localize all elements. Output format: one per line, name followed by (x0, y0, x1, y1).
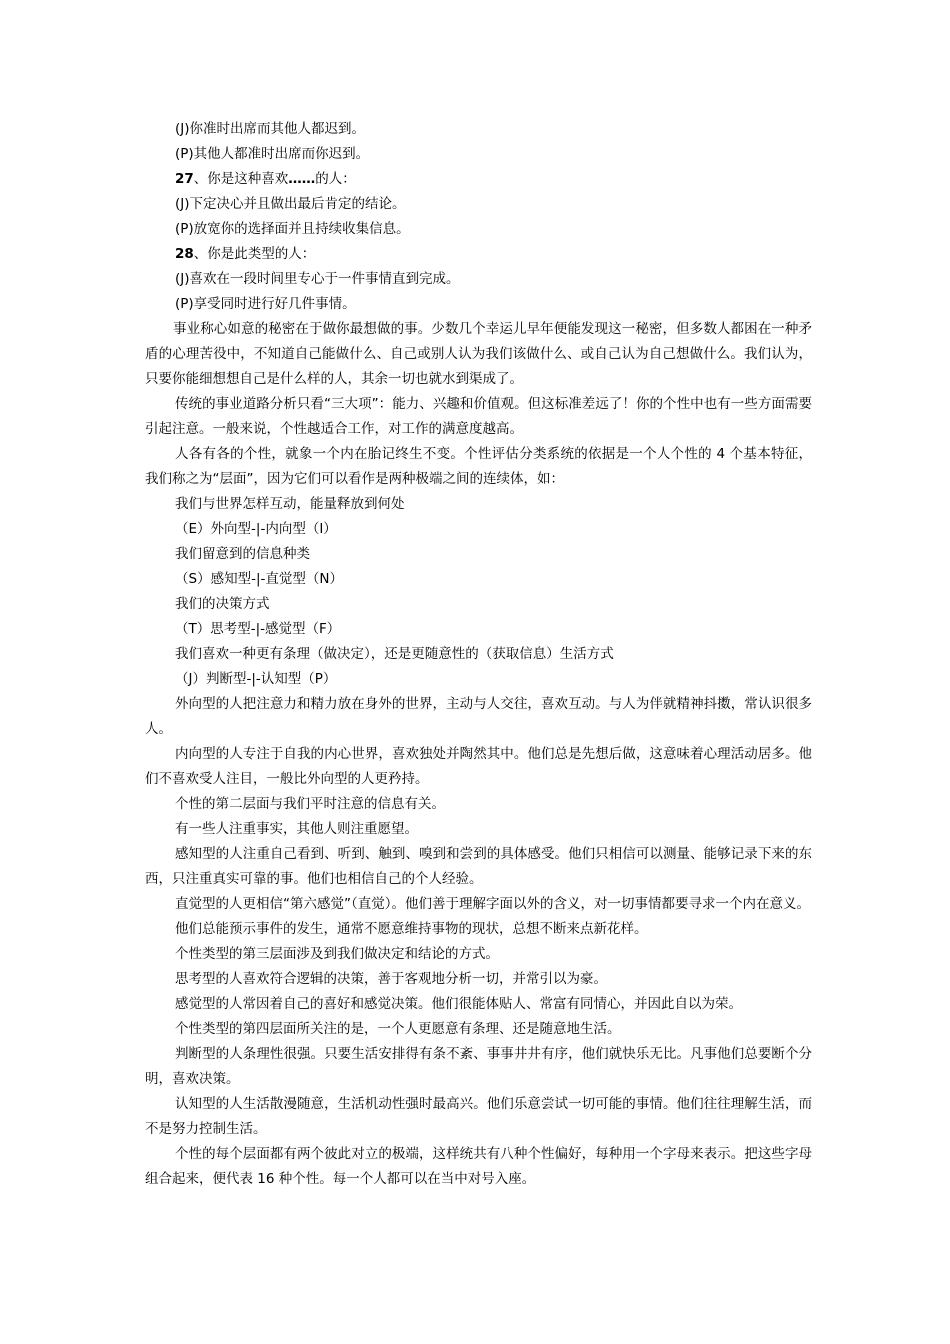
paragraph (145, 1042, 812, 1092)
paragraph (145, 292, 812, 317)
text-segment: 人各有各的个性，就象一个内在胎记终生不变。个性评估分类系统的依据是一个人个性的 4 个基本特征，我们称之为“层面”，因为它们可以看作是两种极端之间的连续体，如： (145, 446, 812, 487)
paragraph (145, 517, 812, 542)
text-segment: 28 (175, 246, 194, 262)
text-segment: 认知型的人生活散漫随意，生活机动性强时最高兴。他们乐意尝试一切可能的事情。他们往往理解生活，而不是努力控制生活。 (145, 1096, 812, 1137)
text-segment: 内向型的人专注于自我的内心世界，喜欢独处并陶然其中。他们总是先想后做，这意味着心理活动居多。他们不喜欢受人注目，一般比外向型的人更矜持。 (145, 746, 812, 787)
text-segment: 个性的第二层面与我们平时注意的信息有关。 (175, 796, 445, 812)
paragraph (145, 567, 812, 592)
text-segment: 感知型的人注重自己看到、听到、触到、嗅到和尝到的具体感受。他们只相信可以测量、能够记录下来的东西，只注重真实可靠的事。他们也相信自己的个人经验。 (145, 846, 812, 887)
text-segment: 16 (257, 1171, 275, 1187)
text-segment: 外向型的人把注意力和精力放在身外的世界，主动与人交往，喜欢互动。与人为伴就精神抖擞，常认识很多人。 (145, 696, 812, 737)
paragraph (145, 942, 812, 967)
paragraph (145, 542, 812, 567)
text-segment: （J）判断型-|-认知型（P） (175, 671, 337, 687)
paragraph (145, 242, 812, 267)
text-segment: 判断型的人条理性很强。只要生活安排得有条不紊、事事井井有序，他们就快乐无比。凡事他们总要断个分明，喜欢决策。 (145, 1046, 812, 1087)
paragraph (145, 317, 812, 392)
document-body (145, 117, 812, 1192)
text-segment: (P)放宽你的选择面并且持续收集信息。 (175, 221, 410, 237)
text-segment: 我们的决策方式 (175, 596, 270, 612)
paragraph (145, 617, 812, 642)
text-segment: （T）思考型-|-感觉型（F） (175, 621, 341, 637)
text-segment: 种个性。每一个人都可以在当中对号入座。 (274, 1171, 536, 1187)
text-segment: (P)享受同时进行好几件事情。 (175, 296, 356, 312)
paragraph (145, 817, 812, 842)
text-segment: 27 (175, 171, 194, 187)
text-segment: 直觉型的人更相信“第六感觉”（直觉）。他们善于理解字面以外的含义，对一切事情都要寻求一个内在意义。 (175, 896, 810, 912)
text-segment: 我们留意到的信息种类 (175, 546, 310, 562)
paragraph (145, 892, 812, 917)
paragraph (145, 967, 812, 992)
paragraph (145, 1092, 812, 1142)
paragraph (145, 992, 812, 1017)
text-segment: 个性类型的第四层面所关注的是，一个人更愿意有条理、还是随意地生活。 (175, 1021, 621, 1037)
text-segment: (J)下定决心并且做出最后肯定的结论。 (175, 196, 406, 212)
text-segment: 传统的事业道路分析只看“三大项”：能力、兴趣和价值观。但这标准差远了！你的个性中也有一些方面需要引起注意。一般来说，个性越适合工作，对工作的满意度越高。 (145, 396, 812, 437)
text-segment: 有一些人注重事实，其他人则注重愿望。 (175, 821, 418, 837)
text-segment: 的人： (315, 171, 356, 187)
paragraph (145, 167, 812, 192)
paragraph (145, 742, 812, 792)
text-segment: 个性的每个层面都有两个彼此对立的极端，这样统共有八种个性偏好，每种用一个字母来表示。把这些字母组合起来，便代表 (145, 1146, 812, 1187)
text-segment: （E）外向型-|-内向型（I） (175, 521, 337, 537)
paragraph (145, 842, 812, 892)
text-segment: 个性类型的第三层面涉及到我们做决定和结论的方式。 (175, 946, 499, 962)
paragraph (145, 142, 812, 167)
paragraph (145, 692, 812, 742)
paragraph (145, 592, 812, 617)
text-segment: (J)你准时出席而其他人都迟到。 (175, 121, 366, 137)
paragraph (145, 117, 812, 142)
text-segment: …… (288, 171, 316, 187)
paragraph (145, 192, 812, 217)
paragraph (145, 1017, 812, 1042)
paragraph (145, 1142, 812, 1192)
text-segment: 感觉型的人常因着自己的喜好和感觉决策。他们很能体贴人、常富有同情心，并因此自以为荣。 (175, 996, 742, 1012)
paragraph (145, 492, 812, 517)
paragraph (145, 267, 812, 292)
paragraph (145, 642, 812, 667)
text-segment: 我们与世界怎样互动，能量释放到何处 (175, 496, 405, 512)
paragraph (145, 792, 812, 817)
text-segment: 、你是此类型的人： (193, 246, 316, 262)
paragraph (145, 917, 812, 942)
text-segment: 他们总能预示事件的发生，通常不愿意维持事物的现状，总想不断来点新花样。 (175, 921, 648, 937)
text-segment: 我们喜欢一种更有条理（做决定），还是更随意性的（获取信息）生活方式 (175, 646, 614, 662)
text-segment: (P)其他人都准时出席而你迟到。 (175, 146, 370, 162)
text-segment: (J)喜欢在一段时间里专心于一件事情直到完成。 (175, 271, 460, 287)
text-segment: （S）感知型-|-直觉型（N） (175, 571, 343, 587)
text-segment: 思考型的人喜欢符合逻辑的决策，善于客观地分析一切，并常引以为豪。 (175, 971, 607, 987)
paragraph (145, 392, 812, 442)
text-segment: 事业称心如意的秘密在于做你最想做的事。少数几个幸运儿早年便能发现这一秘密，但多数人都困在一种矛盾的心理苦役中，不知道自己能做什么、自己或别人认为我们该做什么、或自己认为自己想做什么。我们认为，只要你能细想想自己是什么样的人，其余一切也就水到渠成了。 (145, 321, 812, 387)
paragraph (145, 442, 812, 492)
paragraph (145, 217, 812, 242)
paragraph (145, 667, 812, 692)
text-segment: 、你是这种喜欢 (193, 171, 289, 187)
